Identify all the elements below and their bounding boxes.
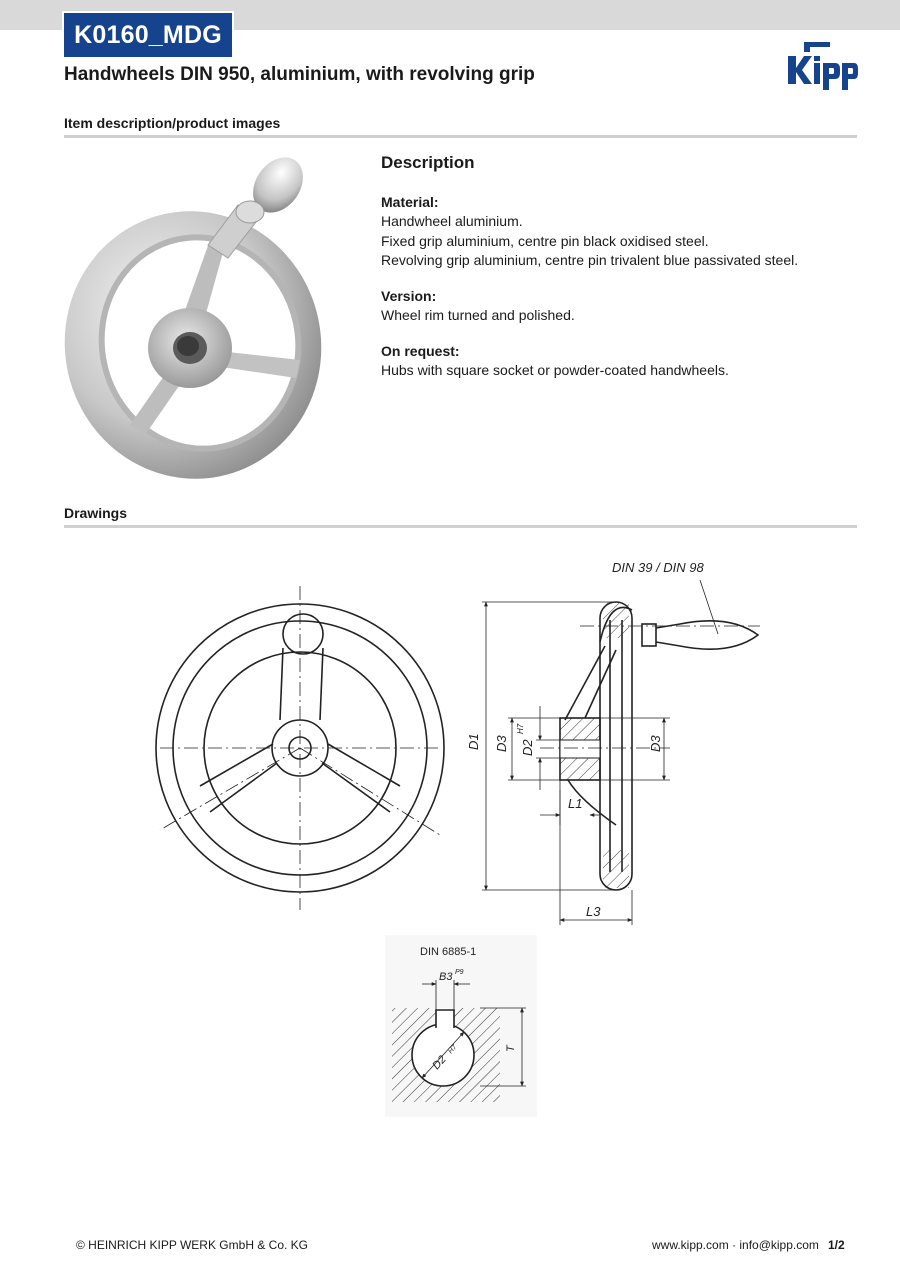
p9-label: P9 [455, 969, 464, 976]
description-heading: Description [381, 153, 475, 172]
din-grip-label: DIN 39 / DIN 98 [612, 560, 704, 575]
h7-label: H7 [516, 723, 525, 734]
footer-contact[interactable]: www.kipp.com · info@kipp.com [652, 1238, 819, 1252]
l1-label: L1 [568, 796, 583, 811]
l3-label: L3 [586, 904, 601, 919]
keyway-detail [385, 935, 537, 1117]
version-block [381, 287, 851, 326]
divider [64, 135, 857, 138]
footer-copyright: © HEINRICH KIPP WERK GmbH & Co. KG [76, 1238, 308, 1252]
d3-label-left: D3 [494, 735, 509, 752]
din-key-label: DIN 6885-1 [420, 946, 477, 958]
on-request-label: On request: [381, 342, 460, 359]
page-number: 1/2 [828, 1238, 845, 1252]
description-panel [381, 153, 851, 397]
kipp-logo [784, 38, 858, 92]
product-image [60, 150, 330, 485]
divider [64, 525, 857, 528]
product-code-badge: K0160_MDG [64, 13, 232, 57]
material-line: Revolving grip aluminium, centre pin trivalent blue passivated steel. [381, 252, 799, 268]
material-line: Fixed grip aluminium, centre pin black oxidised steel. [381, 232, 709, 249]
on-request-block [381, 342, 851, 381]
d3-label-right: D3 [648, 735, 663, 752]
material-line: Handwheel aluminium. [381, 213, 523, 229]
on-request-line: Hubs with square socket or powder-coated handwheels. [381, 362, 729, 378]
d1-label: D1 [466, 733, 481, 750]
b3-label: B3 [439, 971, 453, 983]
section-drawings: Drawings [64, 505, 128, 521]
material-block [381, 193, 851, 271]
version-label: Version: [381, 287, 437, 304]
page-title: Handwheels DIN 950, aluminium, with revolving grip [64, 64, 535, 85]
version-line: Wheel rim turned and polished. [381, 307, 575, 323]
technical-drawing [140, 550, 780, 1130]
d2-label: D2 [520, 739, 535, 756]
t-label: T [505, 1045, 517, 1052]
section-item-description: Item description/product images [64, 115, 281, 131]
d2-key-label: D2 [430, 1053, 449, 1073]
material-label: Material: [381, 193, 439, 210]
h7-key-label: H7 [447, 1044, 459, 1056]
